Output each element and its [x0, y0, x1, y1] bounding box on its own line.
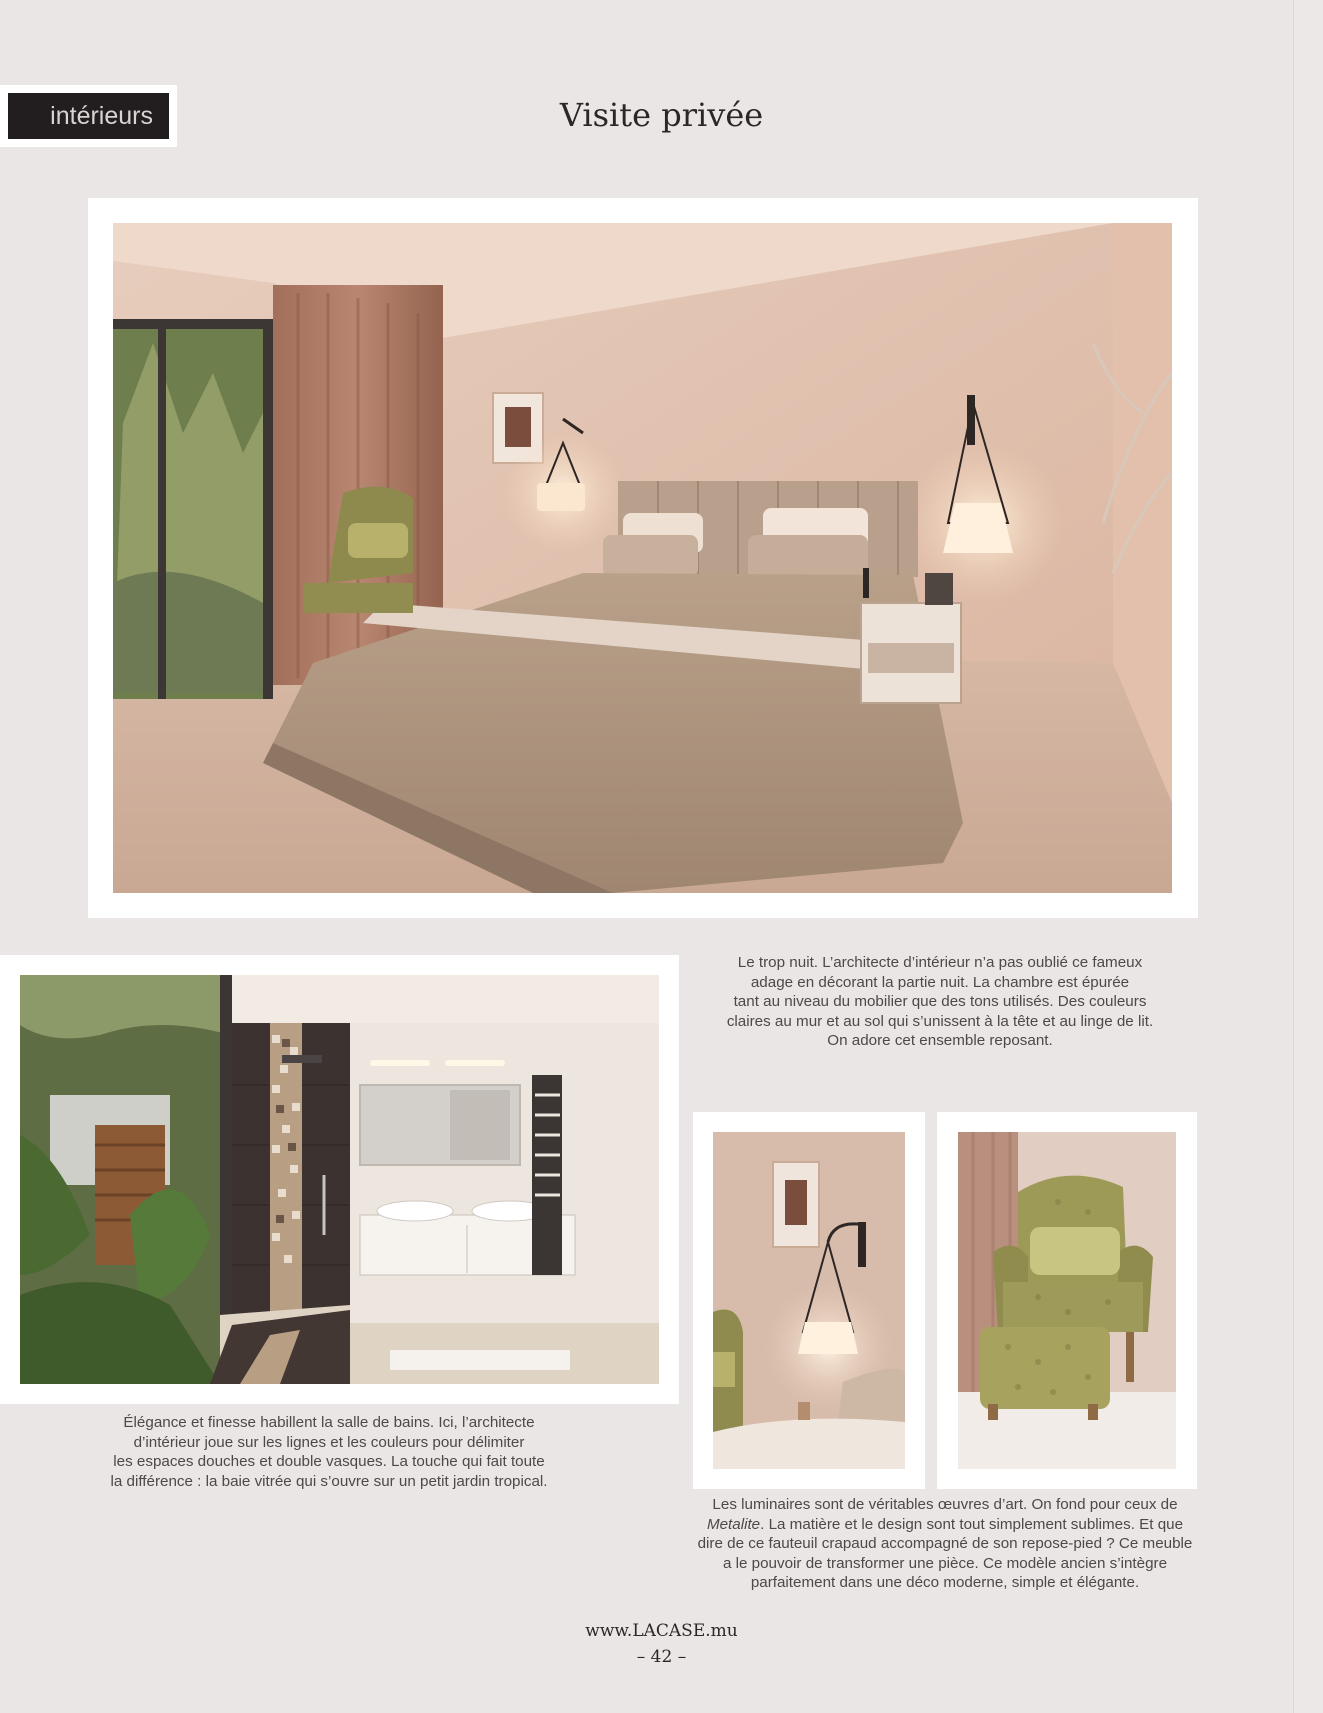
caption-line: claires au mur et au sol qui s’unissent à la tête et au linge de lit. — [726, 1012, 1154, 1030]
caption-line: la différence : la baie vitrée qui s’ouvre sur un petit jardin tropical. — [110, 1472, 548, 1490]
section-tag-label: intérieurs — [50, 101, 153, 130]
page-title: Visite privée — [559, 96, 764, 134]
caption-bathroom — [90, 1413, 568, 1491]
caption-lighting — [690, 1495, 1200, 1593]
caption-line: dire de ce fauteuil crapaud accompagné de son repose-pied ? Ce meuble — [697, 1535, 1193, 1553]
armchair-photo-frame — [937, 1112, 1197, 1489]
caption-line — [690, 1515, 1200, 1535]
caption-line: adage en décorant la partie nuit. La chambre est épurée — [750, 973, 1130, 991]
wall-lamp-photo — [713, 1132, 905, 1469]
page-edge — [1293, 0, 1323, 1713]
main-photo-frame — [88, 198, 1198, 918]
lamp-photo-frame — [693, 1112, 925, 1489]
caption-line: a le pouvoir de transformer une pièce. Ce modèle ancien s’intègre — [722, 1554, 1168, 1572]
armchair-photo — [958, 1132, 1176, 1469]
bathroom-photo — [20, 975, 659, 1384]
caption-line: tant au niveau du mobilier que des tons utilisés. Des couleurs — [733, 993, 1147, 1011]
caption-line: les espaces douches et double vasques. La touche qui fait toute — [113, 1453, 545, 1471]
caption-line: parfaitement dans une déco moderne, simple et élégante. — [750, 1574, 1140, 1592]
caption-line: Les luminaires sont de véritables œuvres d’art. On fond pour ceux de — [712, 1496, 1178, 1513]
brand-name: Metalite — [706, 1515, 761, 1533]
website-url: www.LACASE.mu — [585, 1621, 738, 1641]
caption-text: . La matière et le design sont tout simplement sublimes. Et que — [760, 1515, 1184, 1533]
bathroom-photo-frame — [0, 955, 679, 1404]
caption-line: On adore cet ensemble reposant. — [827, 1032, 1053, 1050]
bedroom-photo — [113, 223, 1172, 893]
caption-line: Élégance et finesse habillent la salle de bains. Ici, l’architecte — [123, 1414, 535, 1431]
caption-line: d’intérieur joue sur les lignes et les couleurs pour délimiter — [133, 1433, 525, 1451]
caption-line: Le trop nuit. L’architecte d’intérieur n’a pas oublié ce fameux — [737, 954, 1143, 971]
caption-bedroom — [700, 953, 1180, 1051]
page-number: – 42 – — [636, 1647, 687, 1667]
